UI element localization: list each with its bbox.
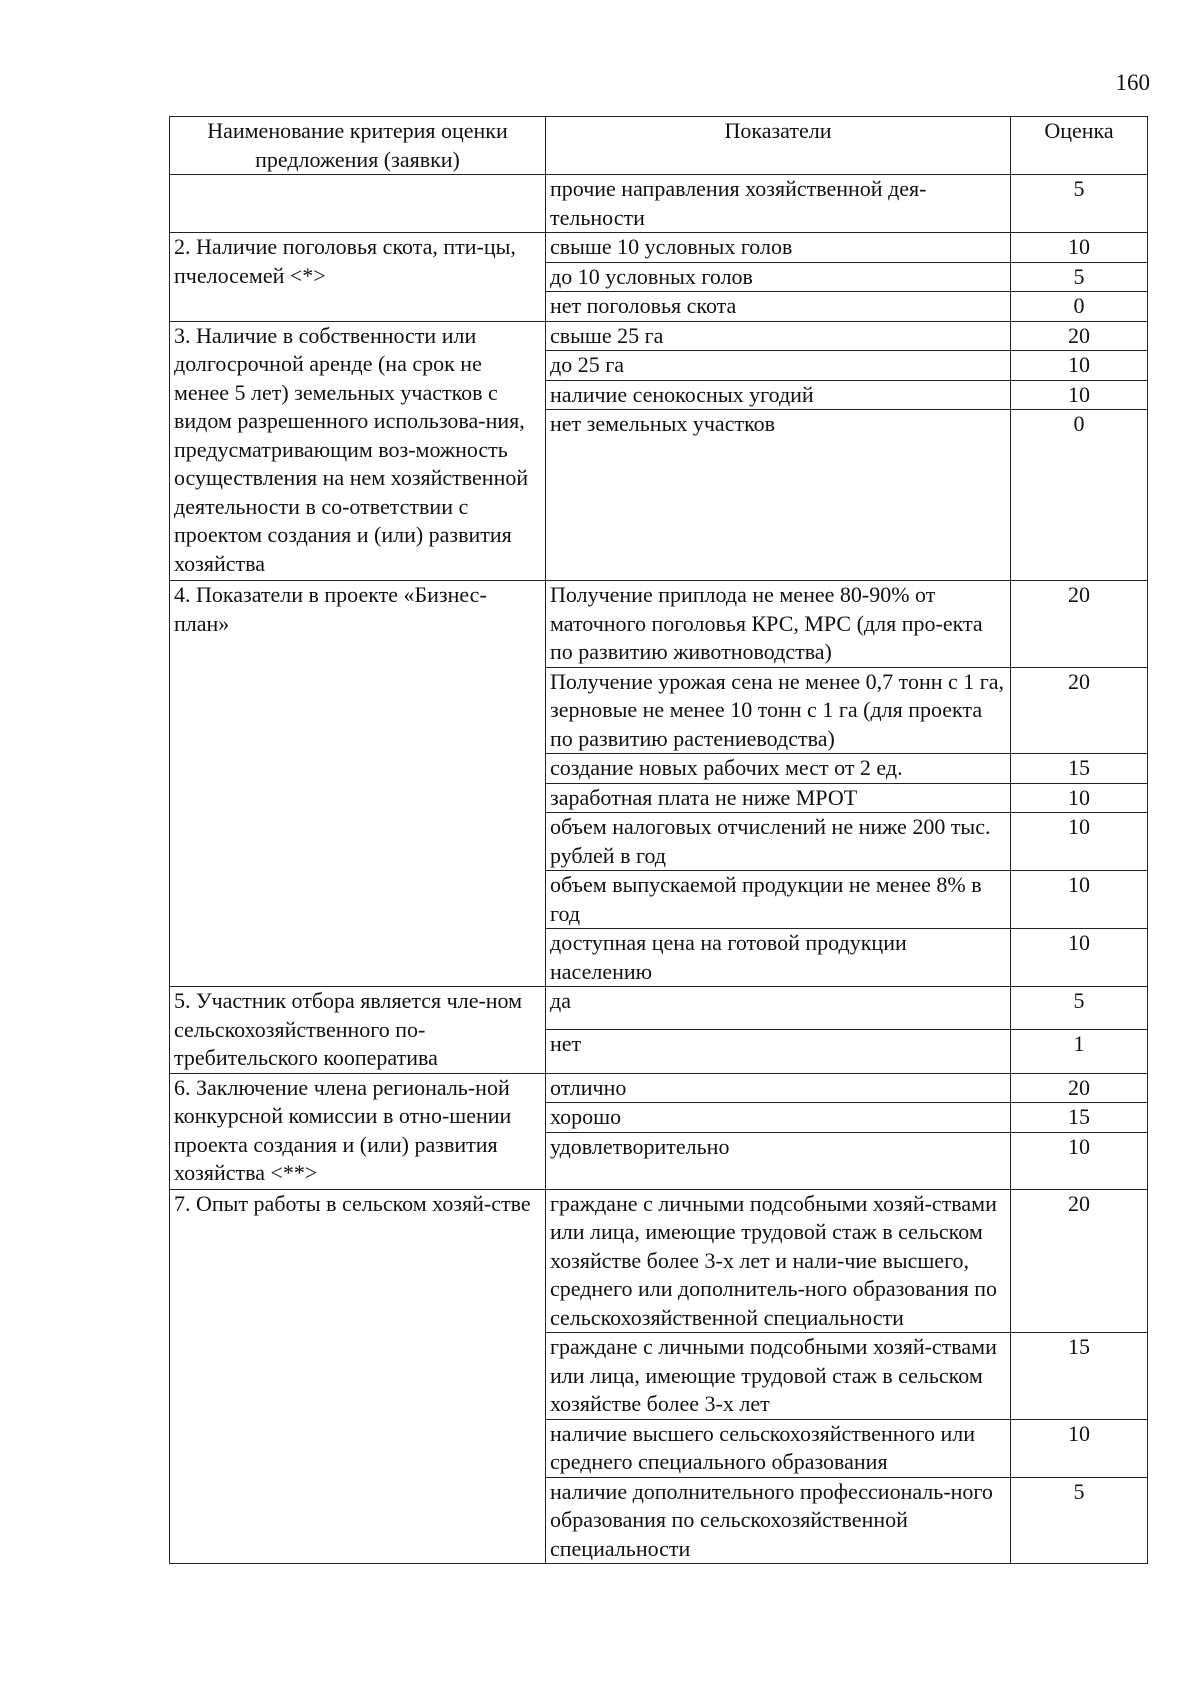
header-criterion: Наименование критерия оценки предложения (заявки) [170, 117, 546, 175]
criterion-cell: 5. Участник отбора является чле-ном сельскохозяйственного по-требительского кооператива [170, 987, 546, 1074]
table-row [170, 321, 1148, 351]
indicator-cell: удовлетворительно [546, 1132, 1011, 1189]
score-cell: 10 [1011, 871, 1148, 929]
indicator-cell: Получение приплода не менее 80-90% от маточного поголовья КРС, МРС (для про-екта по развитию животноводства) [546, 581, 1011, 668]
score-cell: 15 [1011, 1333, 1148, 1420]
indicator-cell: свыше 25 га [546, 321, 1011, 351]
score-cell: 0 [1011, 410, 1148, 581]
criteria-table [169, 116, 1148, 1564]
score-cell: 20 [1011, 1073, 1148, 1103]
score-cell: 20 [1011, 667, 1148, 754]
indicator-cell: Получение урожая сена не менее 0,7 тонн с 1 га, зерновые не менее 10 тонн с 1 га (для проекта по развитию растениеводства) [546, 667, 1011, 754]
criterion-cell: 2. Наличие поголовья скота, пти-цы, пчелосемей <*> [170, 233, 546, 322]
indicator-cell: наличие дополнительного профессиональ-ного образования по сельскохозяйственной специальности [546, 1477, 1011, 1564]
score-cell: 10 [1011, 783, 1148, 813]
indicator-cell: до 10 условных голов [546, 262, 1011, 292]
score-cell: 5 [1011, 262, 1148, 292]
indicator-cell: нет поголовья скота [546, 292, 1011, 322]
indicator-cell: граждане с личными подсобными хозяй-ствами или лица, имеющие трудовой стаж в сельском хозяйстве более 3-х лет [546, 1333, 1011, 1420]
score-cell: 5 [1011, 175, 1148, 233]
criterion-cell: 3. Наличие в собственности или долгосрочной аренде (на срок не менее 5 лет) земельных участков с видом разрешенного использова-ния, предусматривающим воз-можность осуществления на нем хозяйственной деятельности в со-ответствии с проектом создания и (или) развития хозяйства [170, 321, 546, 581]
indicator-cell: заработная плата не ниже МРОТ [546, 783, 1011, 813]
criterion-cell: 4. Показатели в проекте «Бизнес-план» [170, 581, 546, 987]
criterion-cell: 6. Заключение члена региональ-ной конкурсной комиссии в отно-шении проекта создания и (или) развития хозяйства <**> [170, 1073, 546, 1189]
indicator-cell: да [546, 987, 1011, 1030]
score-cell: 20 [1011, 1189, 1148, 1333]
score-cell: 15 [1011, 754, 1148, 784]
score-cell: 10 [1011, 351, 1148, 381]
table-row [170, 1073, 1148, 1103]
score-cell: 10 [1011, 929, 1148, 987]
score-cell: 5 [1011, 987, 1148, 1030]
score-cell: 5 [1011, 1477, 1148, 1564]
table-row [170, 233, 1148, 263]
header-score: Оценка [1011, 117, 1148, 175]
indicator-cell: нет [546, 1030, 1011, 1073]
indicator-cell: свыше 10 условных голов [546, 233, 1011, 263]
indicator-cell: прочие направления хозяйственной дея-тельности [546, 175, 1011, 233]
indicator-cell: до 25 га [546, 351, 1011, 381]
table-header-row [170, 117, 1148, 175]
table-row [170, 175, 1148, 233]
table-row [170, 581, 1148, 668]
criterion-cell: 7. Опыт работы в сельском хозяй-стве [170, 1189, 546, 1564]
score-cell: 15 [1011, 1103, 1148, 1133]
indicator-cell: отлично [546, 1073, 1011, 1103]
score-cell: 1 [1011, 1030, 1148, 1073]
indicator-cell: доступная цена на готовой продукции населению [546, 929, 1011, 987]
indicator-cell: хорошо [546, 1103, 1011, 1133]
score-cell: 10 [1011, 1419, 1148, 1477]
score-cell: 10 [1011, 1132, 1148, 1189]
indicator-cell: объем выпускаемой продукции не менее 8% в год [546, 871, 1011, 929]
score-cell: 20 [1011, 321, 1148, 351]
score-cell: 10 [1011, 813, 1148, 871]
score-cell: 10 [1011, 380, 1148, 410]
score-cell: 10 [1011, 233, 1148, 263]
indicator-cell: наличие сенокосных угодий [546, 380, 1011, 410]
indicator-cell: создание новых рабочих мест от 2 ед. [546, 754, 1011, 784]
table-row [170, 1189, 1148, 1333]
indicator-cell: наличие высшего сельскохозяйственного или среднего специального образования [546, 1419, 1011, 1477]
indicator-cell: нет земельных участков [546, 410, 1011, 581]
score-cell: 20 [1011, 581, 1148, 668]
indicator-cell: объем налоговых отчислений не ниже 200 тыс. рублей в год [546, 813, 1011, 871]
header-indicators: Показатели [546, 117, 1011, 175]
criterion-cell [170, 175, 546, 233]
score-cell: 0 [1011, 292, 1148, 322]
page-number: 160 [1115, 70, 1150, 95]
indicator-cell: граждане с личными подсобными хозяй-ствами или лица, имеющие трудовой стаж в сельском хозяйстве более 3-х лет и нали-чие высшего, среднего или дополнитель-ного образования по сельскохозяйственной специальности [546, 1189, 1011, 1333]
table-row [170, 987, 1148, 1030]
